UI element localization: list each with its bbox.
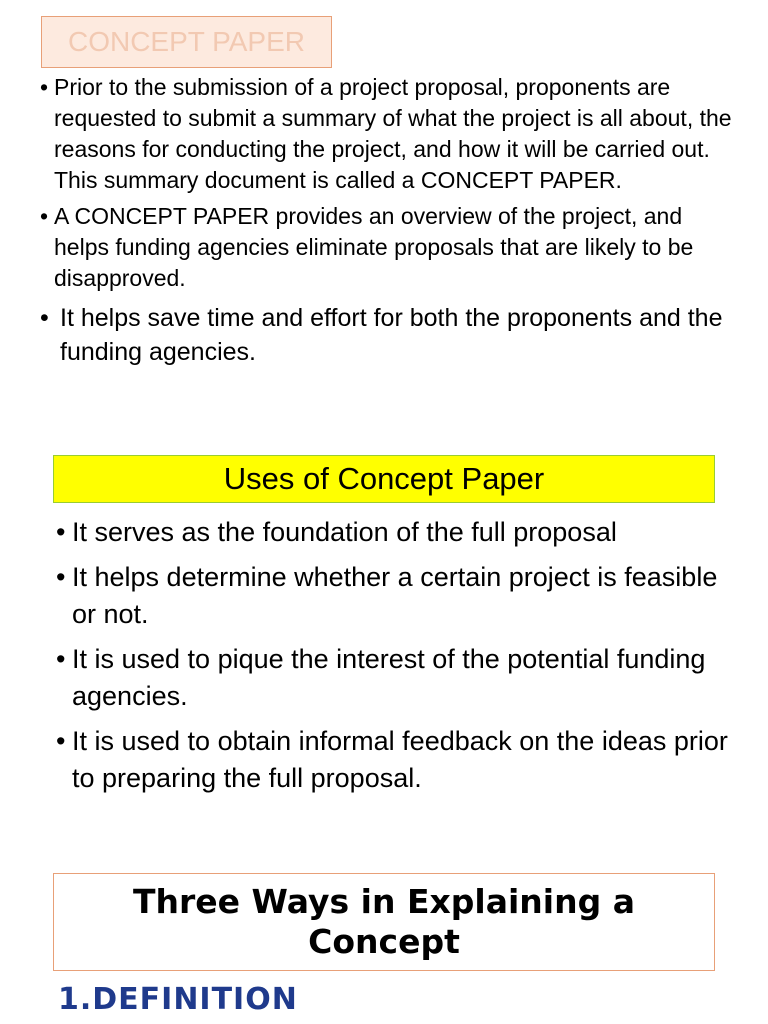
- definition-heading: 1.DEFINITION: [58, 982, 298, 1017]
- bullet-icon: •: [40, 203, 49, 229]
- bullet-icon: •: [56, 644, 66, 674]
- list-item: [56, 723, 746, 797]
- uses-item-text: It is used to pique the interest of the potential funding agencies.: [72, 644, 706, 711]
- three-ways-heading-box: [53, 873, 715, 971]
- uses-heading: Uses of Concept Paper: [223, 461, 545, 496]
- list-item: [40, 201, 740, 294]
- three-ways-heading: Three Ways in Explaining a Concept: [133, 882, 635, 961]
- list-item: [56, 514, 746, 551]
- uses-item-text: It serves as the foundation of the full proposal: [72, 517, 617, 547]
- bullet-icon: •: [56, 726, 66, 756]
- intro-item-text: It helps save time and effort for both the proponents and the funding agencies.: [60, 304, 723, 366]
- uses-item-text: It helps determine whether a certain project is feasible or not.: [72, 562, 718, 629]
- intro-item-text: Prior to the submission of a project proposal, proponents are requested to submit a summary of what the project is all about, the reasons for conducting the project, and how it will be carried out. This summary document is called a CONCEPT PAPER.: [54, 74, 732, 193]
- bullet-icon: •: [40, 304, 49, 332]
- list-item: [56, 641, 746, 715]
- concept-paper-title-box: [41, 16, 332, 68]
- uses-heading-box: [53, 455, 715, 503]
- uses-bullet-list: [56, 514, 746, 797]
- list-item: [40, 301, 740, 369]
- list-item: [40, 72, 740, 196]
- uses-item-text: It is used to obtain informal feedback on the ideas prior to preparing the full proposal.: [72, 726, 728, 793]
- intro-bullet-list: [40, 72, 740, 369]
- concept-paper-title: CONCEPT PAPER: [67, 26, 305, 57]
- intro-item-text: A CONCEPT PAPER provides an overview of the project, and helps funding agencies eliminate proposals that are likely to be disapproved.: [54, 203, 694, 291]
- list-item: [56, 559, 746, 633]
- bullet-icon: •: [40, 74, 49, 100]
- bullet-icon: •: [56, 517, 66, 547]
- bullet-icon: •: [56, 562, 66, 592]
